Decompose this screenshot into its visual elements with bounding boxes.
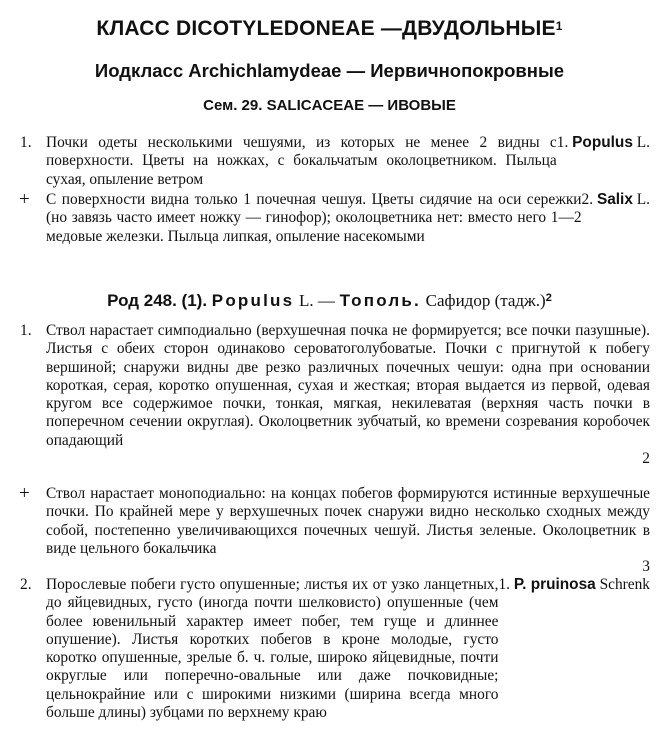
genus-key-couplet-2	[20, 576, 650, 722]
genus-heading	[0, 290, 659, 312]
genus-key-couplet-1	[20, 322, 650, 468]
subclass-title: Иодкласс Archichlamydeae — Иервичнопокровные	[94, 60, 565, 81]
key-reference	[498, 576, 650, 594]
key-marker: 1.	[20, 322, 32, 339]
ref-author: Schrenk	[599, 576, 650, 593]
ref-genus: Salix	[596, 191, 633, 208]
class-footnote-marker: 1	[555, 19, 563, 33]
class-title-text: КЛАСС DICOTYLEDONEAE —ДВУДОЛЬНЫЕ	[96, 17, 556, 40]
key-text: Ствол нарастает моноподиально: на концах побегов формируются истинные верхушечные почки. По крайней мере у верхушечных почек снаружи видно несколько сходных между собой, постепенно увеличивающихся почечных чешуй. Листья зеленые. Околоцветник в виде цельного бокальчика	[46, 485, 650, 557]
ref-number: 1.	[498, 576, 511, 593]
key-reference	[582, 191, 650, 209]
genus-author: L. —	[299, 291, 335, 310]
key-text: Порослевые побеги густо опушенные; листья их от узко ланцетных, до яйцевидных, густо (иногда почти шелковисто) опушенные (чем более ювенильный характер имеет побег, тем гуще и длиннее опушение). Листья коротких побегов в кроне молодые, густо коротко опушенные, зрелые б. ч. голые, широко яйцевидные, почти округлые или поперечно-овальные или даже почковидные; цельнокрайние или с широкими низкими (ширина всегда много больше длины) зубцами по верхнему краю	[46, 576, 499, 722]
key-marker: +	[19, 189, 30, 210]
ref-author: L.	[636, 191, 650, 208]
key-text: Почки одеты несколькими чешуями, из которых не менее 2 видны с поверхности. Цветы на ножках, с бокальчатым околоцветником. Пыльца сухая, опыление ветром	[46, 134, 557, 188]
key-lead-number: 3	[642, 558, 650, 576]
family-key-couplet-1	[20, 134, 650, 189]
genus-number: Род 248. (1).	[107, 291, 208, 310]
key-lead-number: 2	[642, 450, 650, 468]
genus-footnote-marker: 2	[545, 292, 552, 304]
key-marker: 2.	[20, 576, 32, 593]
genus-local-name: Сафидор (тадж.)	[425, 291, 546, 310]
key-marker: 1.	[20, 134, 32, 151]
genus-russian-name: Тополь.	[339, 291, 421, 310]
family-title: Сем. 29. SALICACEAE — ИВОВЫЕ	[203, 97, 456, 114]
genus-key-couplet-1-alt	[19, 483, 650, 576]
ref-genus: Populus	[572, 134, 633, 151]
key-marker: +	[19, 483, 30, 504]
key-text: С поверхности видна только 1 почечная чешуя. Цветы сидячие на оси сережки (но завязь часто имеет ножку — гинофор); околоцветника нет: вместо него 1—2 медовые железки. Пыльца липкая, опыление насекомыми	[46, 191, 582, 245]
key-text-row	[46, 576, 650, 722]
ref-author: L.	[636, 134, 650, 151]
ref-number: 2.	[581, 191, 594, 208]
family-key-couplet-1-alt	[19, 189, 650, 246]
class-title	[0, 16, 659, 42]
key-text: Ствол нарастает симподиально (верхушечная почка не формируется; все почки пазушные). Листья с обеих сторон одинаково сероватоголубоватые. Почки с пригнутой к побегу вершиной; снаружи видны две резко различных почечных чешуи: одна при основании короткая, серая, коротко опушенная, сухая и жесткая; вторая выдается из первой, одевая кругом все содержимое почки, тонкая, мягкая, некилеватая (верхняя часть почки в поперечном сечении округлая). Околоцветник зубчатый, ко времени созревания коробочек опадающий	[46, 322, 650, 449]
ref-species: P. pruinosa	[513, 576, 596, 593]
ref-number: 1.	[556, 134, 569, 151]
genus-latin-name: Populus	[211, 291, 295, 310]
key-text-row	[46, 191, 650, 246]
key-text-row	[46, 134, 650, 189]
key-reference	[557, 134, 650, 152]
